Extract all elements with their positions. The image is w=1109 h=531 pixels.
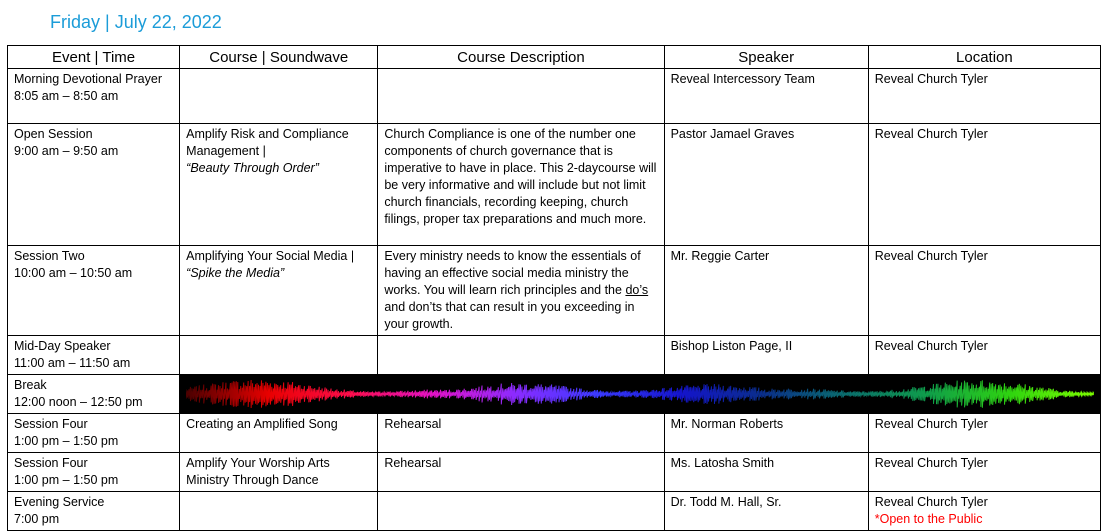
table-row <box>8 336 1101 375</box>
location-cell: Reveal Church Tyler <box>868 246 1100 336</box>
speaker-cell: Bishop Liston Page, II <box>664 336 868 375</box>
course-cell <box>180 124 378 246</box>
description-cell <box>378 492 664 531</box>
course-cell <box>180 336 378 375</box>
course-name: Amplify Risk and Compliance Management | <box>186 127 349 158</box>
course-cell <box>180 492 378 531</box>
description-cell <box>378 69 664 124</box>
location-cell: Reveal Church Tyler <box>868 414 1100 453</box>
description-cell <box>378 246 664 336</box>
event-time: 8:05 am – 8:50 am <box>14 89 119 103</box>
table-header-row <box>8 46 1101 69</box>
soundwave-svg <box>186 377 1094 411</box>
event-time-cell <box>8 69 180 124</box>
course-quote: “Beauty Through Order” <box>186 161 319 175</box>
course-cell <box>180 246 378 336</box>
header-event-time: Event | Time <box>8 46 180 69</box>
event-time-cell <box>8 414 180 453</box>
event-name: Mid-Day Speaker <box>14 339 111 353</box>
location-cell: Reveal Church Tyler <box>868 69 1100 124</box>
event-time: 9:00 am – 9:50 am <box>14 144 119 158</box>
course-cell: Amplify Your Worship Arts Ministry Through Dance <box>180 453 378 492</box>
location-cell: Reveal Church Tyler <box>868 124 1100 246</box>
description-text: Every ministry needs to know the essentials of having an effective social media ministry the works. You will learn rich principles and the <box>384 249 641 297</box>
table-row <box>8 453 1101 492</box>
speaker-cell: Mr. Norman Roberts <box>664 414 868 453</box>
soundwave-image <box>180 375 1101 414</box>
event-time-cell <box>8 336 180 375</box>
description-cell: Rehearsal <box>378 453 664 492</box>
course-cell: Creating an Amplified Song <box>180 414 378 453</box>
table-row <box>8 246 1101 336</box>
table-row <box>8 69 1101 124</box>
speaker-cell: Reveal Intercessory Team <box>664 69 868 124</box>
location-cell: Reveal Church Tyler <box>868 336 1100 375</box>
course-quote: “Spike the Media” <box>186 266 285 280</box>
description-cell <box>378 336 664 375</box>
course-cell <box>180 69 378 124</box>
description-text: and don’ts that can result in you exceeding in your growth. <box>384 300 635 331</box>
description-cell: Rehearsal <box>378 414 664 453</box>
header-speaker: Speaker <box>664 46 868 69</box>
event-name: Session Four <box>14 417 88 431</box>
location-text: Reveal Church Tyler <box>874 495 988 509</box>
event-time-cell <box>8 453 180 492</box>
event-name: Break <box>14 378 47 392</box>
location-note: *Open to the Public <box>874 512 983 526</box>
table-row-break <box>8 375 1101 414</box>
header-location: Location <box>868 46 1100 69</box>
event-name: Session Two <box>14 249 85 263</box>
event-name: Open Session <box>14 127 93 141</box>
event-name: Morning Devotional Prayer <box>14 72 162 86</box>
table-row <box>8 492 1101 531</box>
header-course-soundwave: Course | Soundwave <box>180 46 378 69</box>
description-underlined-text: do’s <box>625 283 649 297</box>
table-row <box>8 124 1101 246</box>
header-course-description: Course Description <box>378 46 664 69</box>
event-time-cell <box>8 124 180 246</box>
event-time-cell <box>8 492 180 531</box>
course-name: Amplifying Your Social Media | <box>186 249 355 263</box>
event-time: 1:00 pm – 1:50 pm <box>14 473 119 487</box>
event-time-cell <box>8 246 180 336</box>
event-time: 1:00 pm – 1:50 pm <box>14 434 119 448</box>
speaker-cell: Ms. Latosha Smith <box>664 453 868 492</box>
table-row <box>8 414 1101 453</box>
event-time: 10:00 am – 10:50 am <box>14 266 133 280</box>
speaker-cell: Dr. Todd M. Hall, Sr. <box>664 492 868 531</box>
event-time: 7:00 pm <box>14 512 60 526</box>
speaker-cell: Mr. Reggie Carter <box>664 246 868 336</box>
speaker-cell: Pastor Jamael Graves <box>664 124 868 246</box>
schedule-table <box>7 45 1101 531</box>
location-cell <box>868 492 1100 531</box>
event-name: Evening Service <box>14 495 105 509</box>
page-title: Friday | July 22, 2022 <box>50 12 222 32</box>
description-cell: Church Compliance is one of the number one components of church governance that is imperative to have in place. This 2-daycourse will be very informative and will include but not limit church financials, recording keeping, church filings, proper tax preparations and much more. <box>378 124 664 246</box>
event-time: 12:00 noon – 12:50 pm <box>14 395 143 409</box>
location-cell: Reveal Church Tyler <box>868 453 1100 492</box>
event-time-cell <box>8 375 180 414</box>
event-name: Session Four <box>14 456 88 470</box>
event-time: 11:00 am – 11:50 am <box>14 356 131 370</box>
